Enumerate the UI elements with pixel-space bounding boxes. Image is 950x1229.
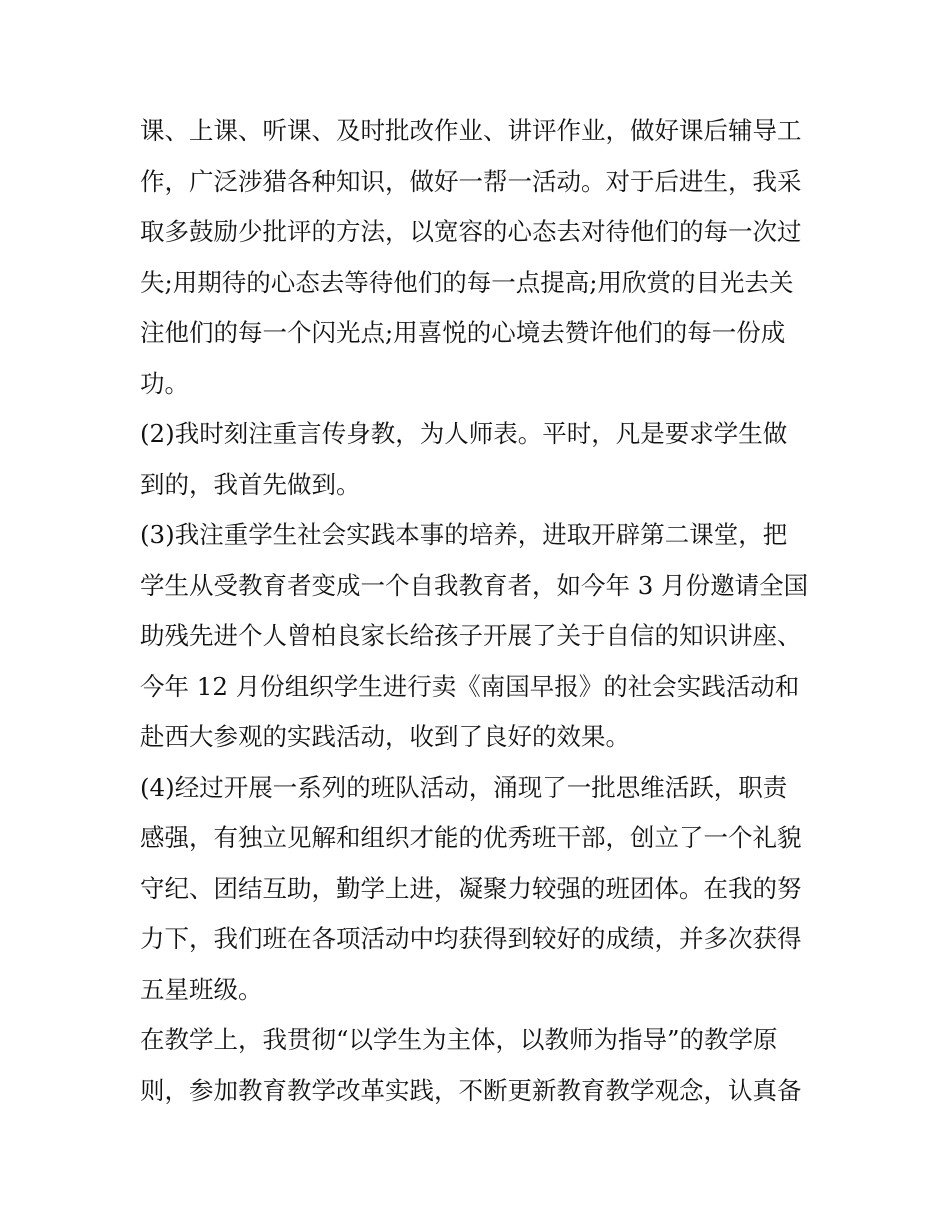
text-line-5: 注他们的每一个闪光点;用喜悦的心境去赞许他们的每一份成 [140, 318, 786, 347]
text-line-2: 作，广泛涉猎各种知识，做好一帮一活动。对于后进生，我采 [140, 166, 802, 196]
text-line-18: 五星班级。 [140, 974, 263, 1004]
text-line-12: 今年 12 月份组织学生进行卖《南国早报》的社会实践活动和 [140, 671, 800, 701]
text-line-1: 课、上课、听课、及时批改作业、讲评作业，做好课后辅导工 [140, 116, 802, 145]
text-line-6: 功。 [140, 368, 189, 398]
text-line-19: 在教学上，我贯彻“以学生为主体，以教师为指导”的教学原 [140, 1025, 778, 1054]
text-line-8: 到的，我首先做到。 [140, 469, 361, 499]
text-line-14: (4)经过开展一系列的班队活动，涌现了一批思维活跃，职责 [140, 772, 788, 802]
text-line-7: (2)我时刻注重言传身教，为人师表。平时，凡是要求学生做 [140, 419, 788, 448]
text-line-20: 则，参加教育教学改革实践，不断更新教育教学观念，认真备 [140, 1075, 802, 1105]
text-line-16: 守纪、团结互助，勤学上进，凝聚力较强的班团体。在我的努 [140, 873, 802, 903]
text-line-17: 力下，我们班在各项活动中均获得到较好的成绩，并多次获得 [140, 924, 802, 953]
text-line-15: 感强，有独立见解和组织才能的优秀班干部，创立了一个礼貌 [140, 823, 802, 852]
text-line-4: 失;用期待的心态去等待他们的每一点提高;用欣赏的目光去关 [140, 267, 794, 297]
text-line-13: 赴西大参观的实践活动，收到了良好的效果。 [140, 722, 630, 751]
document-body [140, 106, 820, 1116]
text-line-11: 助残先进个人曾柏良家长给孩子开展了关于自信的知识讲座、 [140, 621, 802, 650]
text-line-10: 学生从受教育者变成一个自我教育者，如今年 3 月份邀请全国 [140, 570, 809, 600]
text-line-3: 取多鼓励少批评的方法，以宽容的心态去对待他们的每一次过 [140, 217, 802, 246]
text-line-9: (3)我注重学生社会实践本事的培养，进取开辟第二课堂，把 [140, 520, 788, 549]
